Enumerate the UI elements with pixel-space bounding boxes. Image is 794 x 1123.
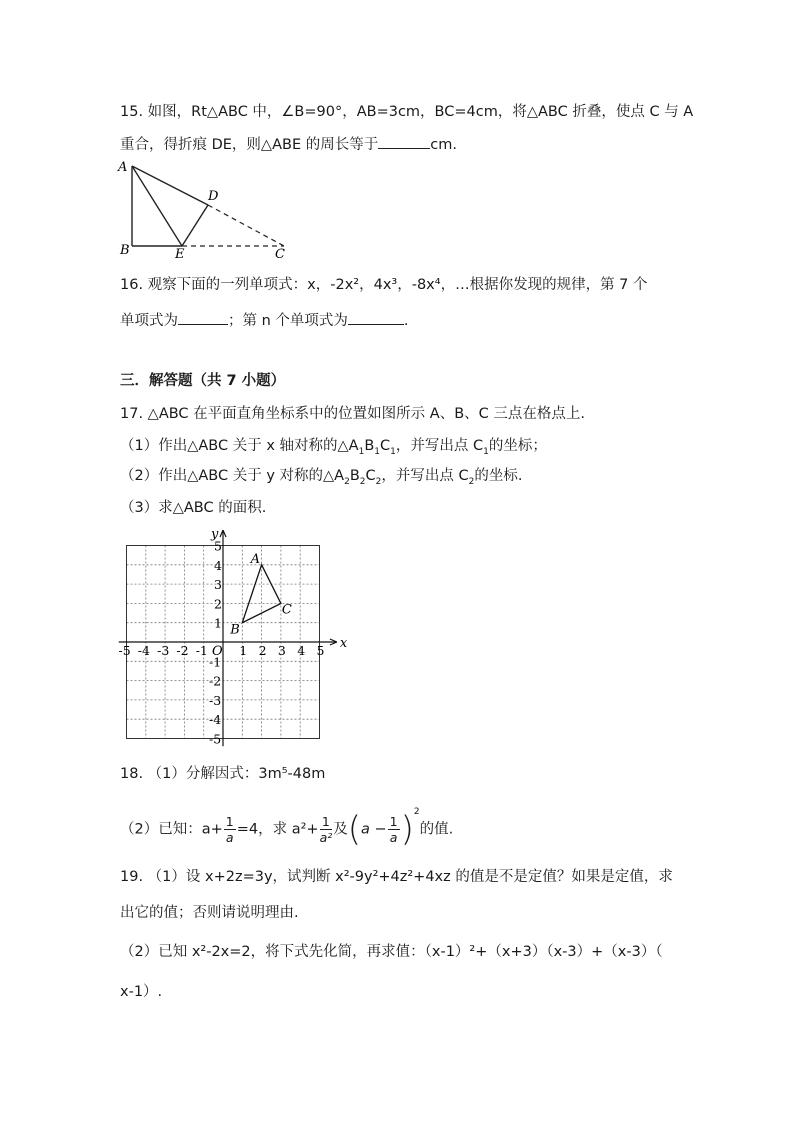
y-tick-label: 2 bbox=[214, 596, 222, 612]
point-label-c: C bbox=[281, 602, 292, 618]
q16-line2 bbox=[120, 310, 409, 331]
q19-line1: 19. （1）设 x+2z=3y，试判断 x²-9y²+4z²+4xz 的值是不是定值？如果是定值，求 bbox=[120, 869, 673, 885]
x-tick-label: 4 bbox=[297, 643, 306, 658]
q16-text-b: ；第 n 个单项式为 bbox=[228, 313, 348, 329]
y-tick-label: -5 bbox=[209, 731, 222, 747]
q17-part2-text: （2）作出△ABC 关于 y 对称的△A bbox=[120, 468, 345, 484]
paren-inner: a − bbox=[361, 821, 387, 838]
frac-den: a² bbox=[319, 830, 333, 845]
letter: C bbox=[380, 438, 391, 454]
frac-den: a bbox=[389, 830, 398, 845]
segment-ae bbox=[132, 166, 182, 246]
sub: 2 bbox=[344, 476, 350, 487]
q15-line2 bbox=[120, 134, 457, 155]
y-tick-label: -4 bbox=[209, 712, 222, 728]
x-axis-label: x bbox=[339, 636, 348, 651]
frac-num: 1 bbox=[389, 814, 398, 829]
sub: 2 bbox=[468, 476, 475, 487]
x-tick-label: -5 bbox=[118, 643, 131, 658]
y-axis-label: y bbox=[211, 527, 219, 543]
x-tick-label: 1 bbox=[239, 643, 248, 658]
sub: 1 bbox=[374, 446, 381, 457]
q19-line3: （2）已知 x²-2x=2，将下式先化简，再求值：（x-1）²+（x+3）（x-3）+（x-3）（ bbox=[120, 944, 663, 960]
q17-part1 bbox=[120, 436, 547, 456]
q16-line1: 16. 观察下面的一列单项式：x，-2x²，4x³，-8x⁴，…根据你发现的规律，第 7 个 bbox=[120, 277, 648, 293]
q15-line1: 15. 如图，Rt△ABC 中，∠B=90°，AB=3cm，BC=4cm，将△ABC 折叠，使点 C 与 A bbox=[120, 104, 694, 120]
sub: 2 bbox=[359, 476, 366, 487]
q17-part2 bbox=[120, 466, 522, 486]
frac-num: 1 bbox=[320, 814, 333, 830]
x-tick-label: -2 bbox=[176, 643, 189, 658]
label-a: A bbox=[118, 160, 128, 175]
q18-part1: 18. （1）分解因式：3m⁵-48m bbox=[120, 766, 326, 782]
q16-text-a: 单项式为 bbox=[120, 313, 178, 329]
answer-blank-7th bbox=[178, 310, 228, 325]
letter: B bbox=[364, 438, 375, 454]
q17-part2-text-b: ，并写出点 C bbox=[381, 468, 469, 484]
sub: 1 bbox=[358, 446, 365, 457]
y-tick-label: 5 bbox=[214, 538, 222, 554]
q17-part1-text-b: ，并写出点 C bbox=[395, 438, 484, 454]
segment-dc-dashed bbox=[208, 205, 284, 246]
x-tick-label: -3 bbox=[157, 643, 170, 658]
frac-den: a bbox=[225, 830, 234, 845]
point-label-a: A bbox=[250, 551, 260, 567]
q15-unit: cm. bbox=[430, 137, 457, 153]
x-tick-label: 5 bbox=[316, 643, 325, 658]
q18-text-b: =4，求 a²+ bbox=[236, 821, 319, 838]
label-c: C bbox=[275, 247, 285, 262]
coordinate-grid bbox=[108, 518, 348, 748]
y-tick-label: -2 bbox=[209, 673, 222, 689]
q16-text-c: . bbox=[403, 313, 409, 329]
fraction-1-over-a2 bbox=[320, 814, 333, 845]
label-d: D bbox=[208, 189, 219, 204]
label-e: E bbox=[175, 247, 185, 262]
exponent: 2 bbox=[413, 806, 420, 817]
answer-blank-nth bbox=[348, 310, 404, 325]
sub: 1 bbox=[390, 446, 396, 457]
x-tick-label: -4 bbox=[137, 643, 150, 658]
q18-text-d: 的值. bbox=[419, 821, 454, 838]
y-tick-label: 3 bbox=[214, 577, 222, 593]
fraction-1-over-a bbox=[224, 814, 236, 845]
q17-part3: （3）求△ABC 的面积. bbox=[120, 500, 267, 516]
x-tick-label: 3 bbox=[277, 643, 286, 658]
q18-part2 bbox=[120, 806, 454, 850]
answer-blank bbox=[378, 134, 430, 149]
q18-text-a: （2）已知：a+ bbox=[120, 821, 223, 838]
q17-part2-end: 的坐标. bbox=[474, 468, 523, 484]
q15-line2-text: 重合，得折痕 DE，则△ABE 的周长等于 bbox=[120, 137, 379, 153]
q15-triangle-figure bbox=[112, 155, 302, 265]
y-tick-label: -3 bbox=[209, 692, 222, 708]
q17-part1-end: 的坐标； bbox=[488, 438, 547, 454]
y-tick-label: 1 bbox=[214, 615, 222, 631]
sub: 1 bbox=[483, 446, 489, 457]
q19-line2: 出它的值；否则请说明理由. bbox=[120, 905, 299, 921]
q17-part1-text: （1）作出△ABC 关于 x 轴对称的△A bbox=[120, 438, 359, 454]
y-tick-label: -1 bbox=[209, 654, 222, 670]
sub: 2 bbox=[375, 476, 382, 487]
frac-num: 1 bbox=[225, 814, 234, 829]
left-paren: ( bbox=[347, 809, 361, 850]
y-tick-label: 4 bbox=[214, 557, 222, 573]
x-tick-label: 2 bbox=[258, 643, 267, 658]
letter: C bbox=[365, 468, 376, 484]
segment-ed bbox=[182, 205, 208, 246]
x-tick-label: -1 bbox=[195, 643, 208, 658]
right-paren: ) bbox=[400, 809, 414, 850]
q17-intro: 17. △ABC 在平面直角坐标系中的位置如图所示 A、B、C 三点在格点上. bbox=[120, 406, 585, 422]
q18-text-c: 及 bbox=[333, 821, 348, 838]
origin-label: O bbox=[212, 644, 223, 659]
q19-line4: x-1）. bbox=[120, 984, 163, 1000]
letter: B bbox=[349, 468, 360, 484]
label-b: B bbox=[120, 243, 130, 258]
point-label-b: B bbox=[230, 622, 240, 638]
section-heading: 三．解答题（共 7 小题） bbox=[120, 373, 286, 389]
fraction-1-over-a-paren bbox=[388, 814, 400, 845]
